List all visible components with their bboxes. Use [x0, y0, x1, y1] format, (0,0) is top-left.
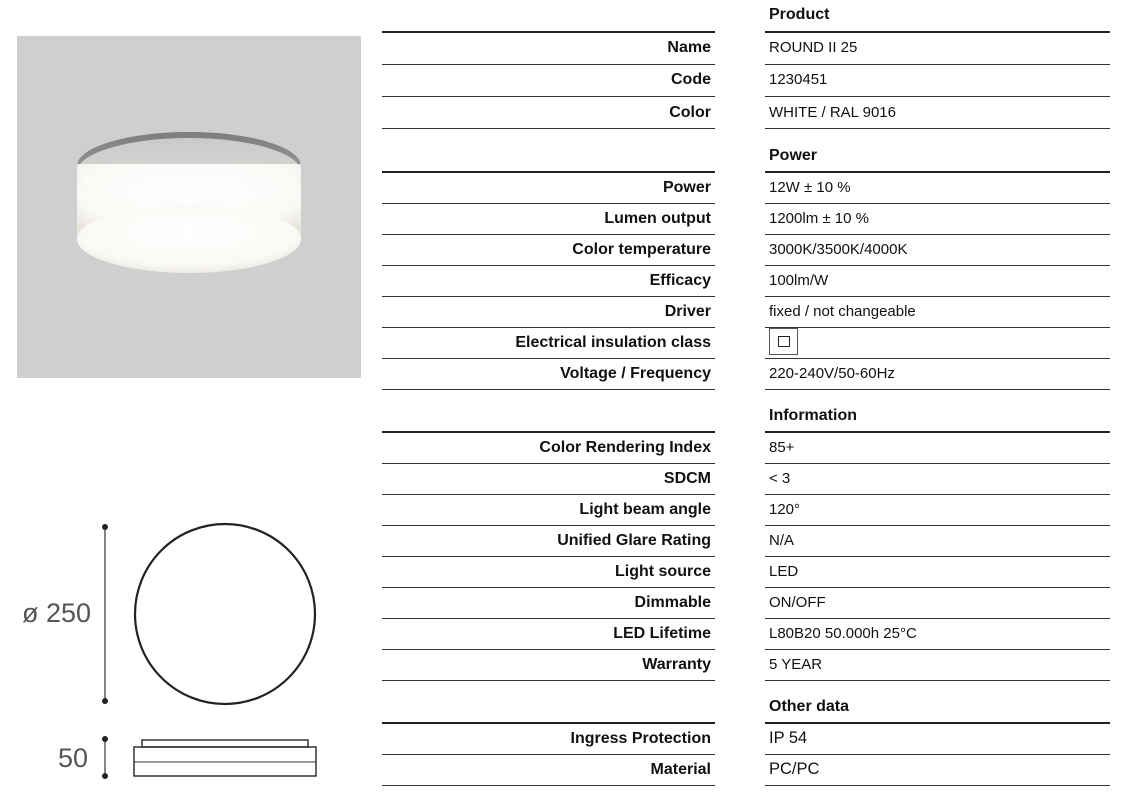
section-power: Power — [769, 147, 818, 164]
name-label: Name — [667, 39, 711, 56]
dimmable-label: Dimmable — [634, 594, 711, 611]
insulation-class-label: Electrical insulation class — [515, 334, 711, 351]
side-view-base — [142, 740, 308, 747]
sdcm-value: < 3 — [769, 470, 791, 487]
name-value: ROUND II 25 — [769, 39, 858, 56]
voltage-frequency-label: Voltage / Frequency — [560, 365, 711, 382]
light-source-value: LED — [769, 563, 799, 580]
color-temperature-label: Color temperature — [572, 241, 711, 258]
sdcm-label: SDCM — [663, 470, 711, 487]
color-value: WHITE / RAL 9016 — [769, 104, 896, 121]
power-value: 12W ± 10 % — [769, 179, 851, 196]
top-view-circle — [135, 524, 315, 704]
beam-angle-value: 120° — [769, 501, 801, 518]
efficacy-label: Efficacy — [649, 272, 711, 289]
cri-label: Color Rendering Index — [539, 439, 711, 456]
driver-label: Driver — [664, 303, 711, 320]
height-label: 50 — [58, 743, 89, 773]
dimension-drawing — [0, 0, 380, 800]
diameter-label: ø 250 — [22, 598, 92, 628]
code-value: 1230451 — [769, 71, 828, 88]
ingress-protection-label: Ingress Protection — [570, 730, 711, 747]
warranty-value: 5 YEAR — [769, 656, 823, 673]
light-source-label: Light source — [614, 563, 711, 580]
color-temperature-value: 3000K/3500K/4000K — [769, 241, 908, 258]
ugr-label: Unified Glare Rating — [557, 532, 711, 549]
material-value: PC/PC — [769, 760, 820, 778]
voltage-frequency-value: 220-240V/50-60Hz — [769, 365, 895, 382]
led-lifetime-value: L80B20 50.000h 25°C — [769, 625, 917, 642]
efficacy-value: 100lm/W — [769, 272, 829, 289]
beam-angle-label: Light beam angle — [579, 501, 711, 518]
ingress-protection-value: IP 54 — [769, 729, 808, 747]
color-label: Color — [669, 104, 711, 121]
material-label: Material — [650, 761, 711, 778]
ugr-value: N/A — [769, 532, 795, 549]
led-lifetime-label: LED Lifetime — [613, 625, 711, 642]
dimmable-value: ON/OFF — [769, 594, 826, 611]
driver-value: fixed / not changeable — [769, 303, 916, 320]
cri-value: 85+ — [769, 439, 795, 456]
section-information: Information — [769, 407, 857, 424]
lumen-output-value: 1200lm ± 10 % — [769, 210, 869, 227]
warranty-label: Warranty — [642, 656, 711, 673]
section-other-data: Other data — [769, 698, 850, 715]
lumen-output-label: Lumen output — [604, 210, 711, 227]
section-product: Product — [769, 6, 830, 23]
code-label: Code — [671, 71, 711, 88]
power-label: Power — [662, 179, 711, 196]
class-ii-double-square-icon — [769, 328, 798, 355]
